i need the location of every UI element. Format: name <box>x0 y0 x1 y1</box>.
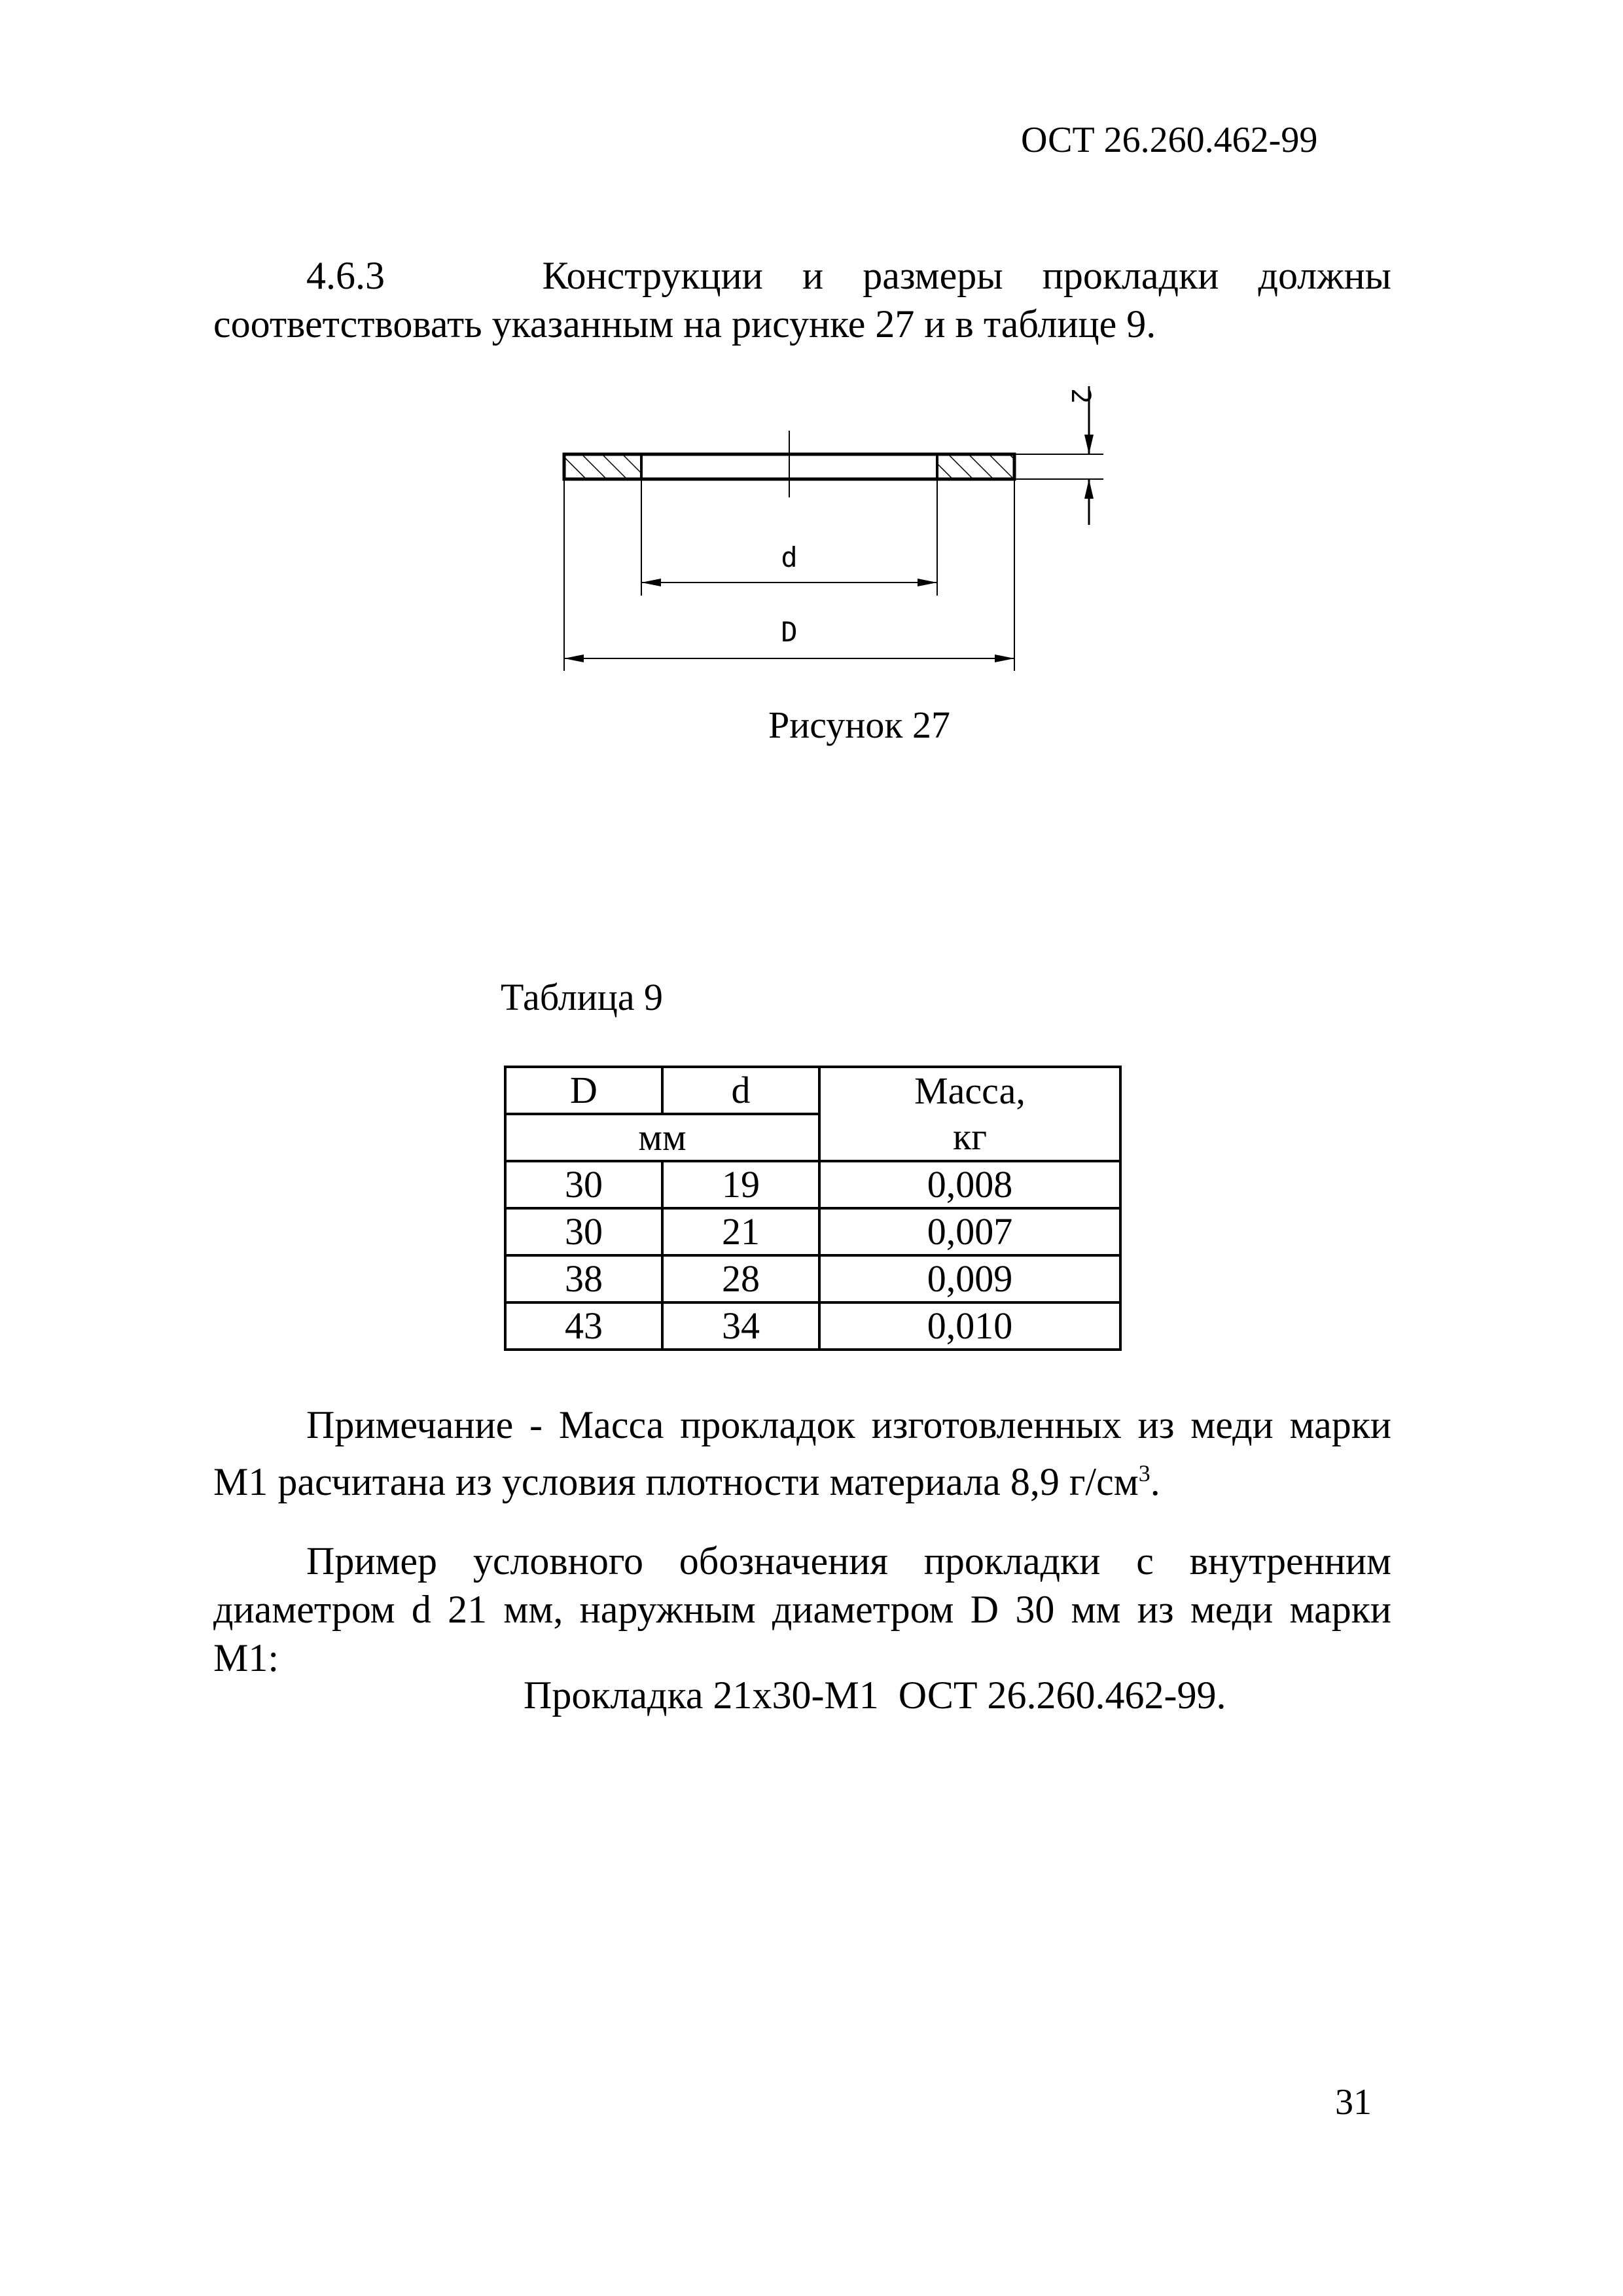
paragraph-4-6-3 <box>213 251 1391 348</box>
label-D: D <box>781 616 798 648</box>
thickness-dimension <box>1014 386 1103 525</box>
table-row: 38 28 0,009 <box>505 1255 1120 1302</box>
header-mass: Масса, кг <box>819 1067 1120 1161</box>
header-row-1 <box>505 1067 1120 1114</box>
table-row: 30 21 0,007 <box>505 1208 1120 1255</box>
header-unit-mm: мм <box>505 1114 819 1161</box>
label-d: d <box>781 541 798 573</box>
right-hatch <box>937 456 1013 478</box>
figure-caption: Рисунок 27 <box>768 704 950 746</box>
designation-example: Прокладка 21х30-М1 ОСТ 26.260.462-99. <box>524 1674 1226 1717</box>
dimensions-table <box>504 1066 1122 1351</box>
gasket-drawing <box>541 373 1130 687</box>
table-row: 30 19 0,008 <box>505 1161 1120 1208</box>
note-text: Примечание - Масса прокладок изготовленных из меди марки М1 расчитана из условия плотности материала 8,9 г/см <box>213 1403 1391 1503</box>
example-text: Пример условного обозначения прокладки с внутренним диаметром d 21 мм, наружным диаметром D 30 мм из меди марки М1: <box>213 1539 1391 1679</box>
note-superscript: 3 <box>1138 1460 1150 1486</box>
thickness-label: 2 <box>1065 387 1096 404</box>
paragraph-number: 4.6.3 <box>306 254 385 297</box>
left-hatch <box>565 456 641 478</box>
table-title: Таблица 9 <box>501 976 664 1018</box>
paragraph-text: Конструкции и размеры прокладки должны соответствовать указанным на рисунке 27 и в таблице 9. <box>213 254 1391 346</box>
outer-diameter-dimension <box>564 479 1014 671</box>
table-row: 43 34 0,010 <box>505 1302 1120 1350</box>
document-code: ОСТ 26.260.462-99 <box>1021 120 1318 160</box>
header-D: D <box>505 1067 662 1114</box>
note-paragraph: Примечание - Масса прокладок изготовленных из меди марки М1 расчитана из условия плотности материала 8,9 $г/см^3$. <box>213 1403 1391 1503</box>
page-number: 31 <box>1335 2082 1372 2123</box>
header-d: d <box>662 1067 819 1114</box>
example-paragraph <box>213 1537 1391 1682</box>
